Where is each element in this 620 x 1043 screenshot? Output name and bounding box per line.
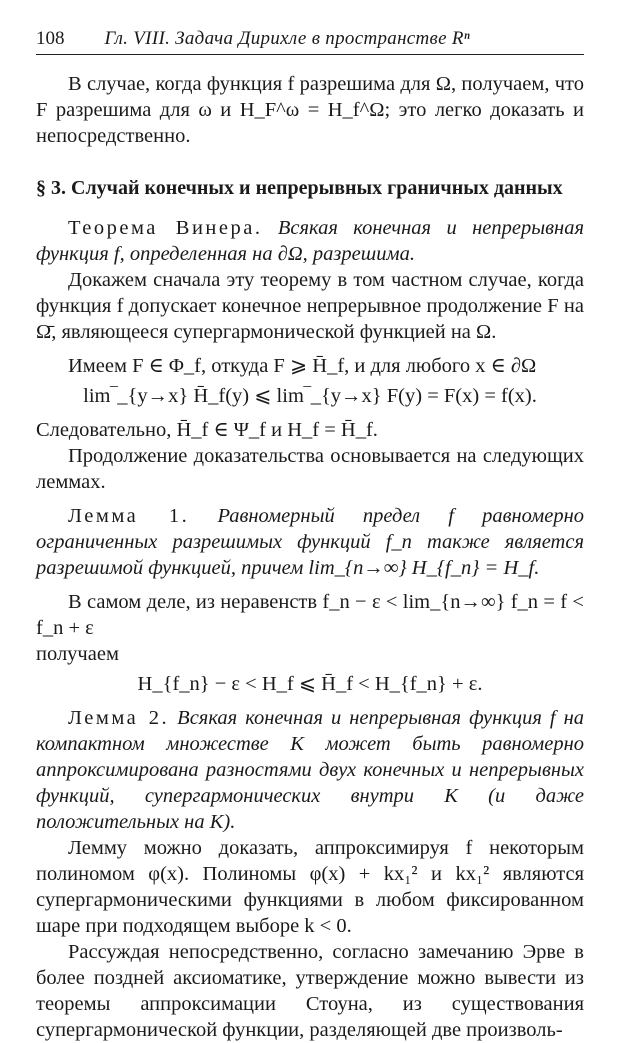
paragraph-7: получаем: [36, 643, 119, 665]
paragraph-9: Рассуждая непосредственно, согласно замечанию Эрве в более поздней аксиоматике, утверждение можно вывести из теоремы аппроксимации Стоуна, из существования супергармонической функции, разделяющей две произволь-: [36, 941, 584, 1041]
paragraph-4: Следовательно, H̄_f ∈ Ψ_f и H_f = H̄_f.: [36, 419, 378, 441]
paragraph-8: Лемму можно доказать, аппроксимируя f некоторым полиномом φ(x). Полиномы φ(x) + kx₁² и kx₁² являются супергармоническими функциями в любом фиксированном шаре при подходящем выборе k < 0.: [36, 837, 584, 937]
lemma-2-text: Всякая конечная и непрерывная функция f на компактном множестве K может быть равномерно аппроксимирована разностями двух конечных и непрерывных функций, супергармонических внутри K (и даже положительных на K).: [36, 707, 584, 833]
lemma-1-text: Равномерный предел f равномерно ограниченных разрешимых функций f_n также является разрешимой функцией, причем lim_{n→∞} H_{f_n} = H_f.: [36, 505, 584, 579]
paragraph-6: В самом деле, из неравенств f_n − ε < lim_{n→∞} f_n = f < f_n + ε: [36, 591, 584, 639]
lemma-1-label: Лемма 1.: [68, 505, 190, 527]
theorem-text: Всякая конечная и непрерывная функция f, определенная на ∂Ω, разрешима.: [36, 217, 584, 265]
section-title: § 3. Случай конечных и непрерывных граничных данных: [36, 177, 563, 199]
theorem-wiener: [36, 215, 584, 267]
lemma-2-label: Лемма 2.: [68, 707, 170, 729]
paragraph-1: В случае, когда функция f разрешима для Ω, получаем, что F разрешима для ω и H_F^ω = H_f^Ω; это легко доказать и непосредственно.: [36, 73, 584, 147]
paragraph-5: Продолжение доказательства основывается на следующих леммах.: [36, 445, 584, 493]
header-rule: [36, 54, 584, 55]
running-title: Гл. VIII. Задача Дирихле в пространстве Rⁿ: [104, 28, 471, 49]
theorem-label: Теорема Винера.: [68, 217, 263, 239]
running-header: [36, 28, 584, 50]
paragraph-3: Имеем F ∈ Φ_f, откуда F ⩾ H̄_f, и для любого x ∈ ∂Ω: [68, 355, 537, 377]
equation-1: lim‾_{y→x} H̄_f(y) ⩽ lim‾_{y→x} F(y) = F(x) = f(x).: [83, 385, 537, 407]
page-number: 108: [36, 28, 65, 49]
paragraph-2: Докажем сначала эту теорему в том частном случае, когда функция f допускает конечное непрерывное продолжение F на Ω̄, являющееся супергармонической функцией на Ω.: [36, 269, 584, 343]
lemma-2: [36, 705, 584, 835]
equation-2: H_{f_n} − ε < H_f ⩽ H̄_f < H_{f_n} + ε.: [137, 673, 483, 695]
lemma-1: [36, 503, 584, 581]
